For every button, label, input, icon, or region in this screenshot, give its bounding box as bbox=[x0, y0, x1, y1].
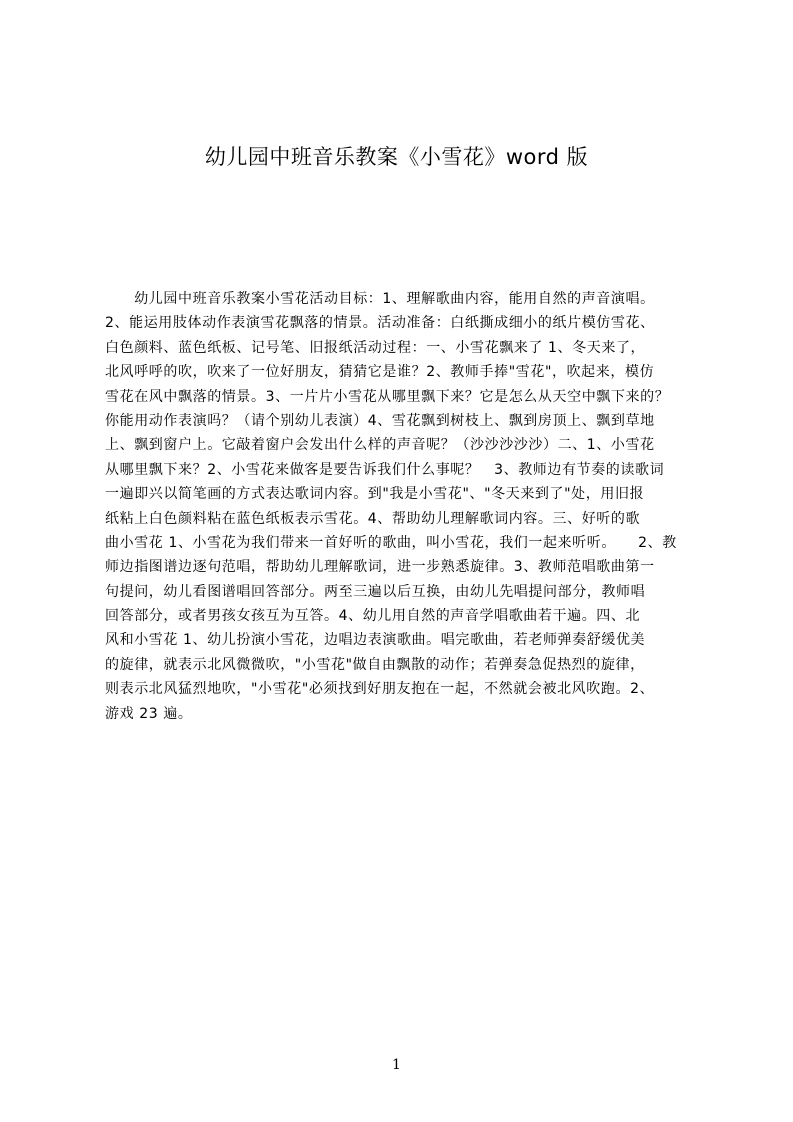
body-line: 幼儿园中班音乐教案小雪花活动目标：1、理解歌曲内容，能用自然的声音演唱。 bbox=[105, 291, 655, 307]
page-number: 1 bbox=[392, 1057, 401, 1073]
document-body bbox=[105, 287, 697, 726]
body-line: 游戏 23 遍。 bbox=[105, 705, 193, 722]
body-line: 纸粘上白色颜料粘在蓝色纸板表示雪花。4、帮助幼儿理解歌词内容。三、好听的歌 bbox=[105, 510, 641, 527]
body-line: 则表示北风猛烈地吹，"小雪花"必须找到好朋友抱在一起，不然就会被北风吹跑。2、 bbox=[105, 681, 655, 698]
body-line: 的旋律，就表示北风微微吹，"小雪花"做自由飘散的动作；若弹奏急促热烈的旋律， bbox=[105, 656, 645, 673]
body-line: 你能用动作表演吗？（请个别幼儿表演）4、雪花飘到树枝上、飘到房顶上、飘到草地 bbox=[105, 412, 655, 429]
body-line: 北风呼呼的吹，吹来了一位好朋友，猜猜它是谁？2、教师手捧"雪花"，吹起来，模仿 bbox=[105, 364, 655, 381]
body-line: 师边指图谱边逐句范唱，帮助幼儿理解歌词，进一步熟悉旋律。3、教师范唱歌曲第一 bbox=[105, 559, 655, 576]
body-line: 曲小雪花 1、小雪花为我们带来一首好听的歌曲，叫小雪花，我们一起来听听。 2、教 bbox=[105, 534, 677, 551]
body-line: 回答部分，或者男孩女孩互为互答。4、幼儿用自然的声音学唱歌曲若干遍。四、北 bbox=[105, 608, 641, 625]
body-line: 句提问，幼儿看图谱唱回答部分。两至三遍以后互换，由幼儿先唱提问部分，教师唱 bbox=[105, 583, 646, 600]
body-line: 上、飘到窗户上。它敲着窗户会发出什么样的声音呢？（沙沙沙沙沙）二、1、小雪花 bbox=[105, 437, 655, 454]
body-line: 白色颜料、蓝色纸板、记号笔、旧报纸活动过程：一、小雪花飘来了 1、冬天来了， bbox=[105, 339, 646, 356]
body-line: 从哪里飘下来？2、小雪花来做客是要告诉我们什么事呢？ 3、教师边有节奏的读歌词 bbox=[105, 461, 665, 478]
document-title: 幼儿园中班音乐教案《小雪花》word 版 bbox=[204, 145, 589, 169]
body-line: 风和小雪花 1、幼儿扮演小雪花，边唱边表演歌曲。唱完歌曲，若老师弹奏舒缓优美 bbox=[105, 632, 646, 649]
body-line: 一遍即兴以简笔画的方式表达歌词内容。到"我是小雪花"、"冬天来到了"处，用旧报 bbox=[105, 486, 645, 503]
body-line: 2、能运用肢体动作表演雪花飘落的情景。活动准备：白纸撕成细小的纸片模仿雪花、 bbox=[105, 315, 655, 332]
body-line: 雪花在风中飘落的情景。3、一片片小雪花从哪里飘下来？它是怎么从天空中飘下来的？ bbox=[105, 388, 670, 405]
